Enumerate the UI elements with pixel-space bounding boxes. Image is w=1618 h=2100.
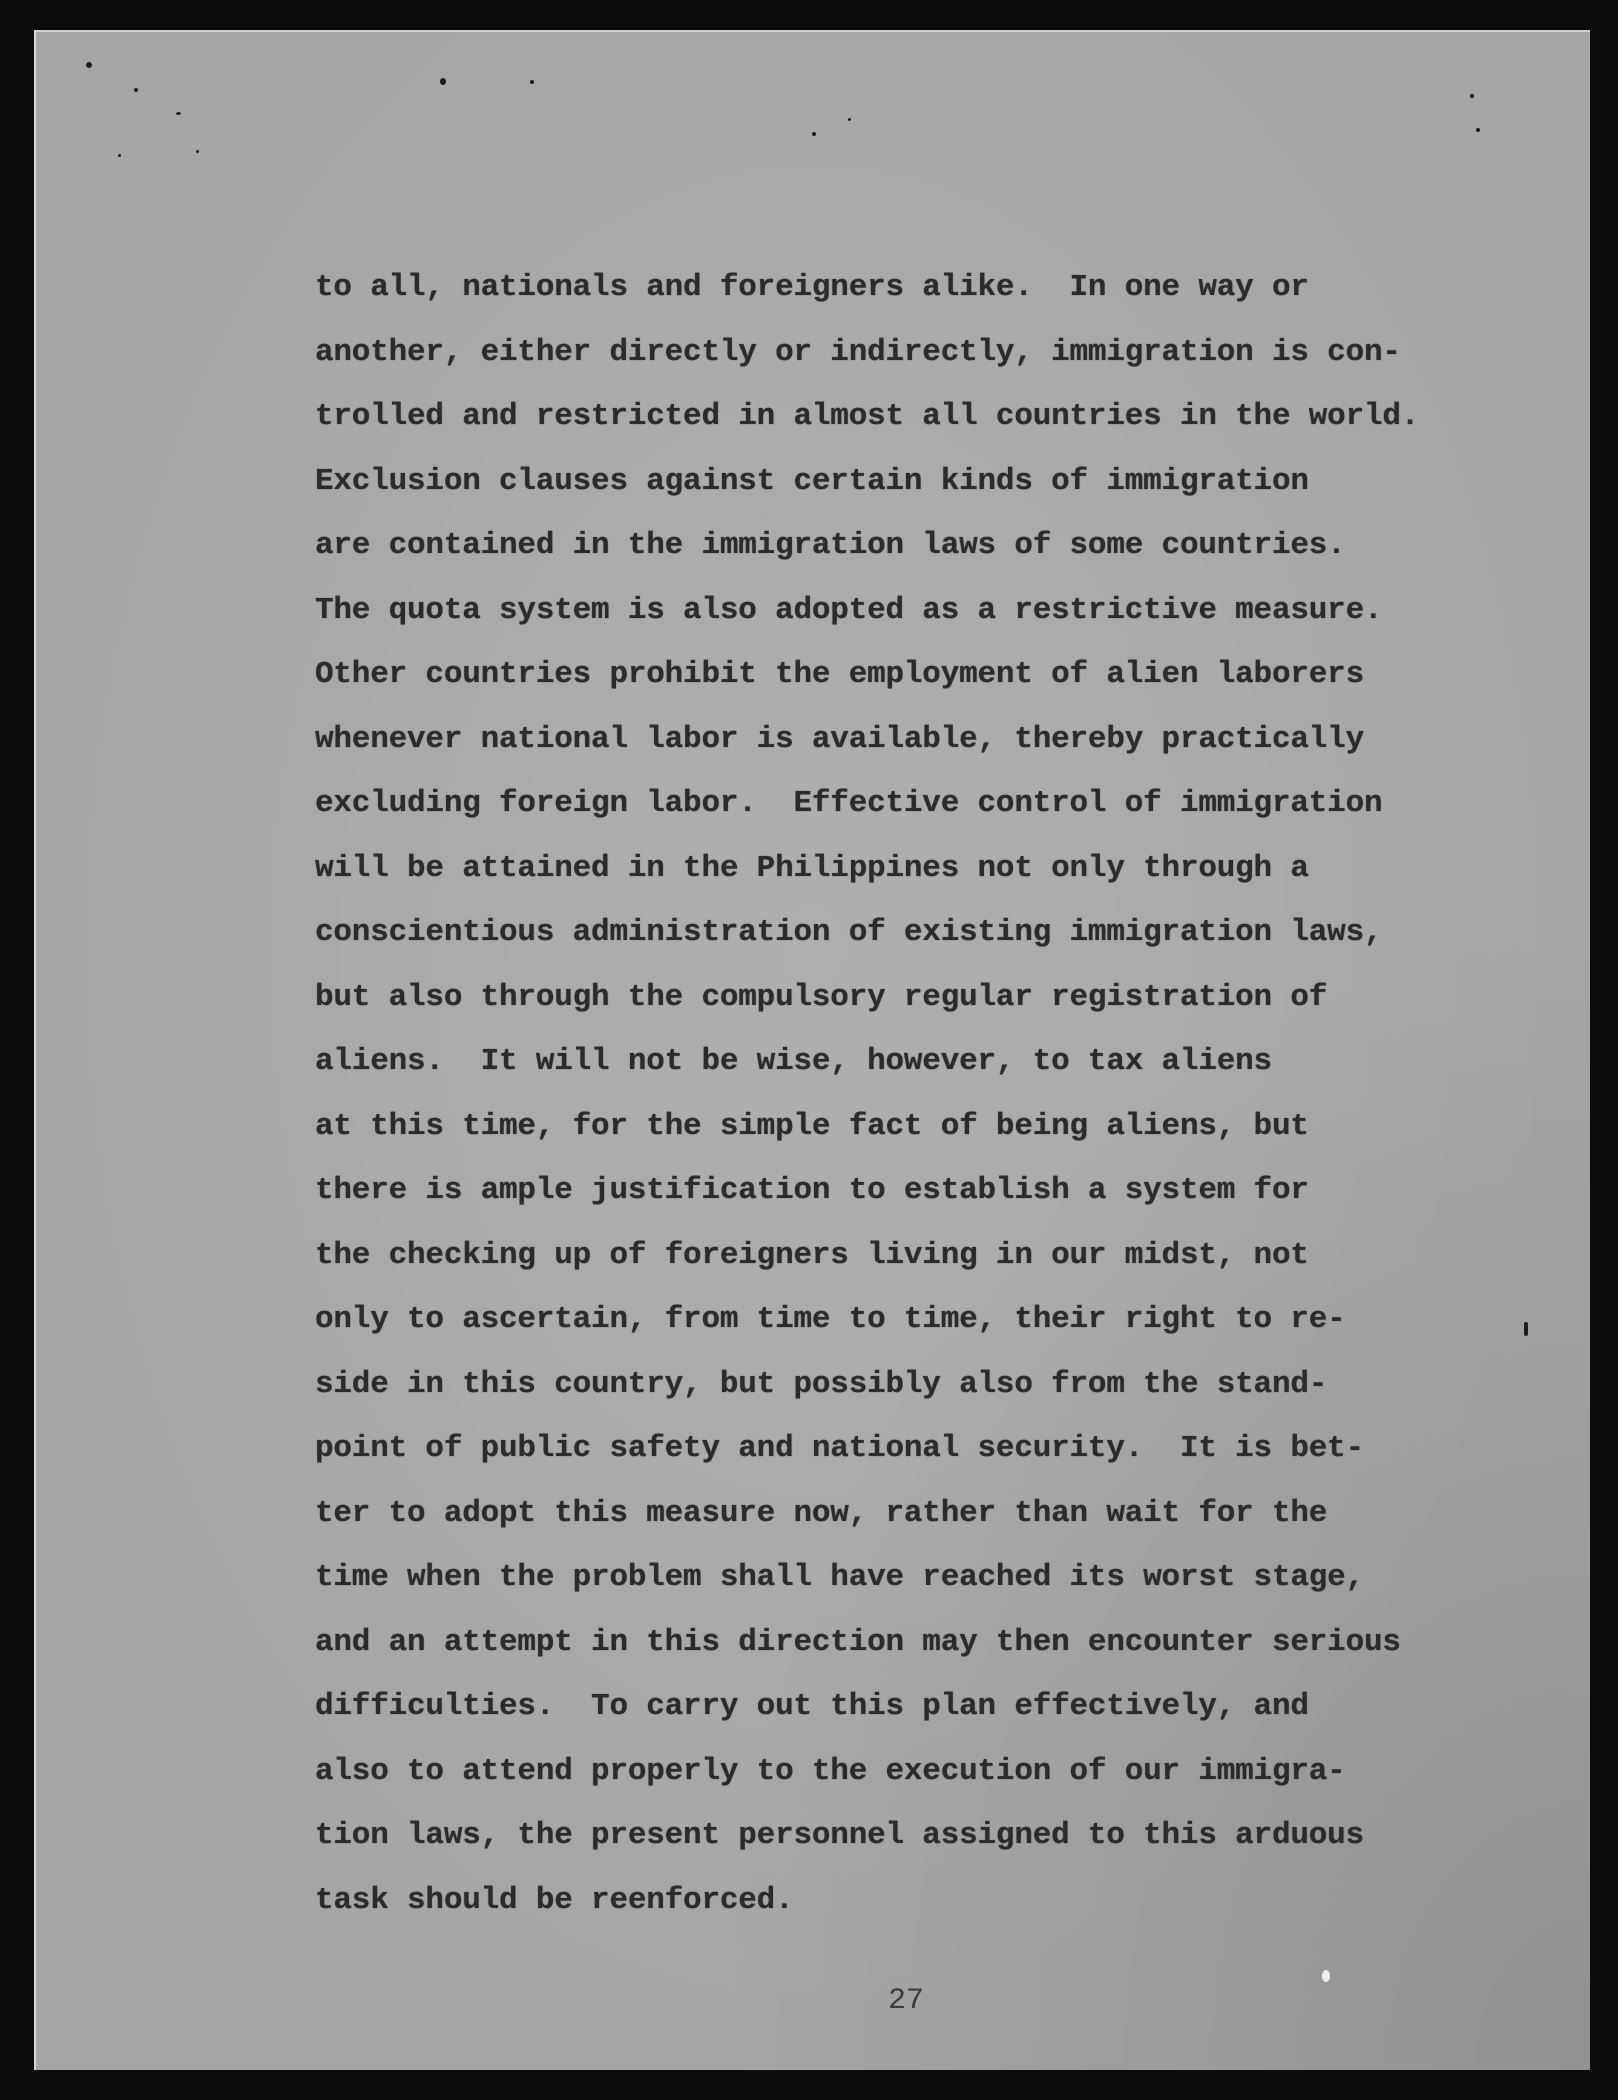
dust-speck: [848, 118, 851, 121]
text-line: conscientious administration of existing immigration laws,: [315, 915, 1383, 950]
text-line: Other countries prohibit the employment of alien laborers: [315, 657, 1364, 692]
text-line: time when the problem shall have reached its worst stage,: [315, 1560, 1364, 1595]
text-line: to all, nationals and foreigners alike. In one way or: [315, 270, 1309, 305]
text-line: trolled and restricted in almost all countries in the world.: [315, 399, 1420, 434]
dust-speck: [1470, 94, 1474, 98]
dust-speck: [118, 154, 121, 157]
text-line: there is ample justification to establish a system for: [315, 1173, 1309, 1208]
text-line: task should be reenforced.: [315, 1882, 794, 1918]
text-line: whenever national labor is available, thereby practically: [315, 721, 1364, 757]
text-line: side in this country, but possibly also from the stand-: [315, 1366, 1328, 1402]
dust-speck: [812, 132, 816, 136]
text-line: also to attend properly to the execution of our immigra-: [315, 1753, 1346, 1789]
text-line: point of public safety and national security. It is bet-: [315, 1431, 1364, 1466]
text-line: but also through the compulsory regular registration of: [315, 979, 1328, 1015]
text-line: another, either directly or indirectly, immigration is con-: [315, 334, 1401, 370]
body-text: [315, 256, 1515, 1933]
document-page: [34, 30, 1590, 2070]
dust-speck: [440, 78, 446, 85]
text-line: are contained in the immigration laws of some countries.: [315, 528, 1346, 563]
dust-speck: [196, 150, 199, 153]
text-line: and an attempt in this direction may then encounter serious: [315, 1624, 1401, 1660]
dust-speck: [176, 112, 181, 115]
text-line: The quota system is also adopted as a restrictive measure.: [315, 592, 1383, 628]
dust-speck: [1476, 128, 1480, 132]
text-line: the checking up of foreigners living in our midst, not: [315, 1237, 1309, 1273]
page-number: 27: [887, 1984, 924, 2018]
text-line: at this time, for the simple fact of being aliens, but: [315, 1108, 1309, 1144]
text-line: tion laws, the present personnel assigned to this arduous: [315, 1818, 1364, 1853]
dust-speck: [1524, 1322, 1528, 1336]
text-line: difficulties. To carry out this plan effectively, and: [315, 1689, 1309, 1724]
text-line: Exclusion clauses against certain kinds of immigration: [315, 463, 1309, 499]
text-line: will be attained in the Philippines not only through a: [315, 850, 1309, 886]
text-line: only to ascertain, from time to time, their right to re-: [315, 1302, 1346, 1337]
dust-speck: [1322, 1970, 1330, 1982]
text-line: ter to adopt this measure now, rather than wait for the: [315, 1495, 1328, 1531]
text-line: excluding foreign labor. Effective control of immigration: [315, 786, 1383, 821]
dust-speck: [530, 80, 534, 84]
dust-speck: [86, 62, 92, 68]
text-line: aliens. It will not be wise, however, to tax aliens: [315, 1044, 1272, 1079]
dust-speck: [134, 88, 138, 92]
